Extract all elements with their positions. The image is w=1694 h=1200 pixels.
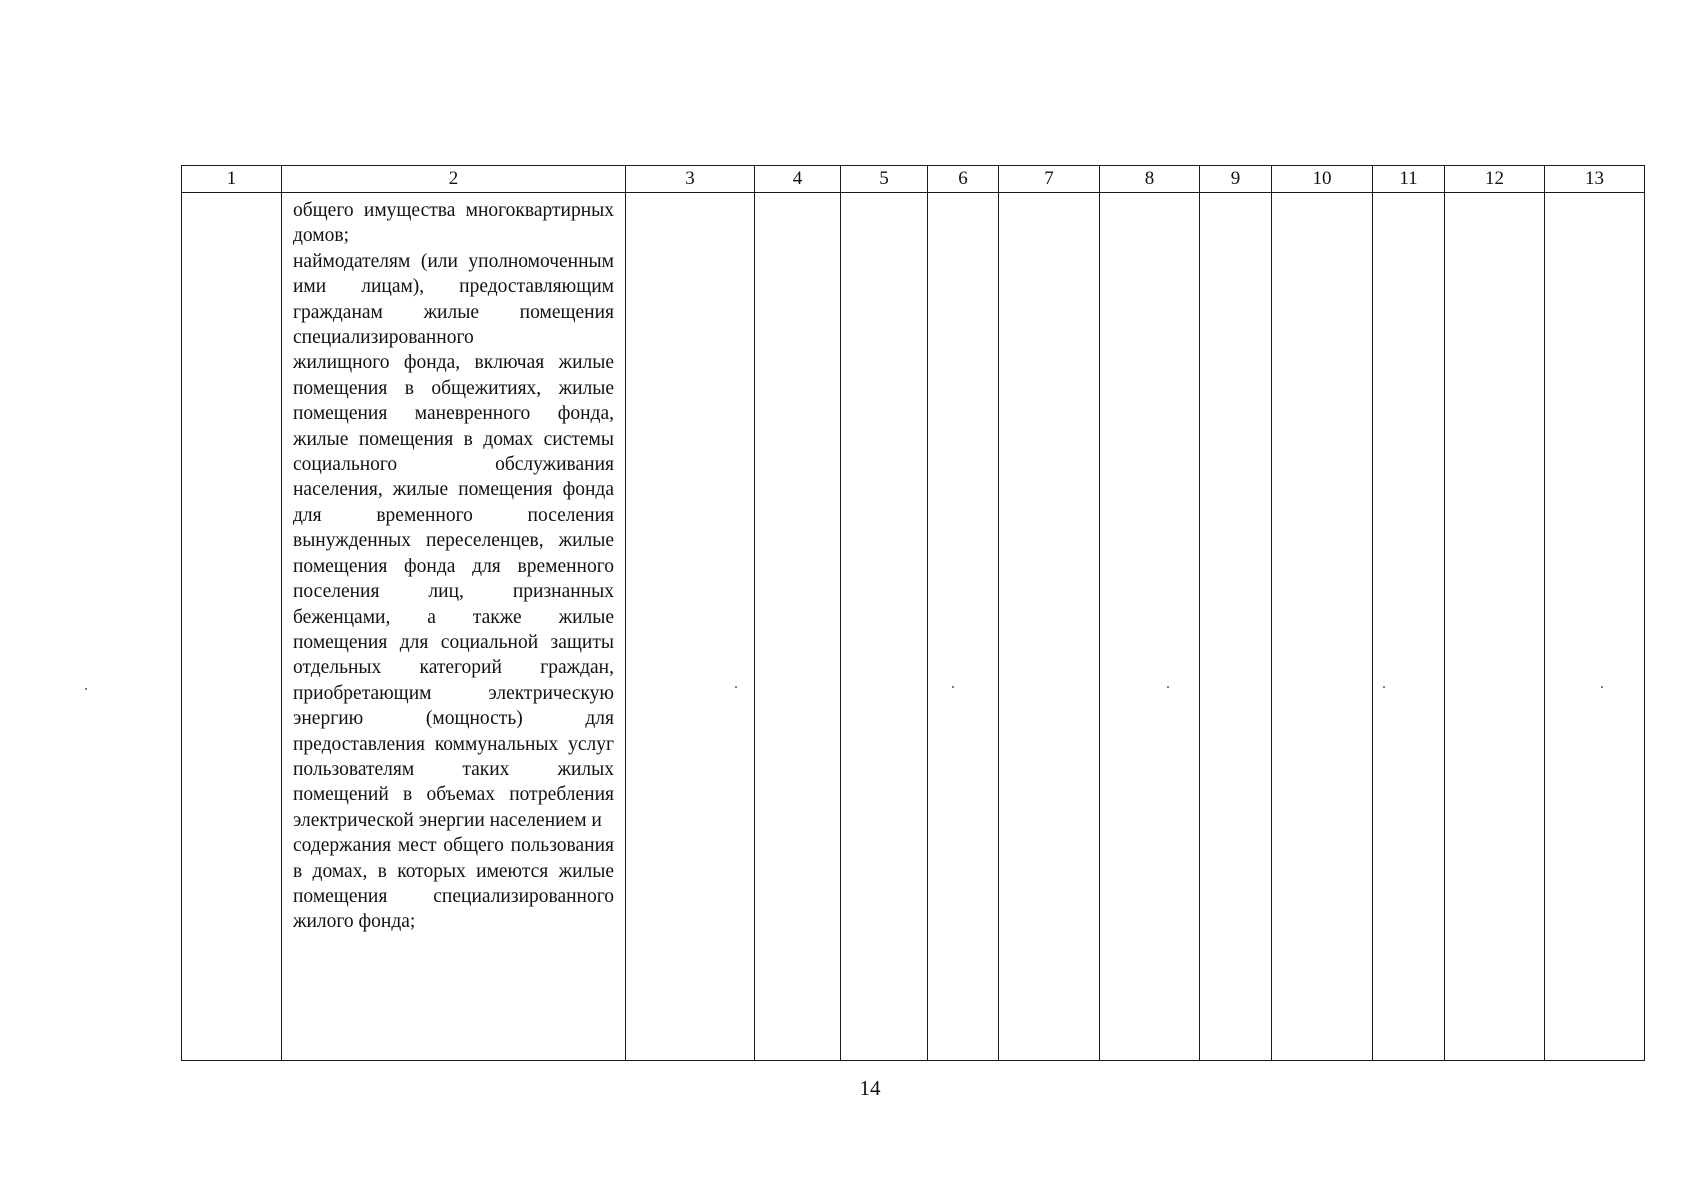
scan-speck <box>735 686 737 688</box>
column-header-12: 12 <box>1445 166 1545 193</box>
column-header-5: 5 <box>841 166 928 193</box>
scan-speck <box>1167 686 1169 688</box>
scan-speck <box>1601 686 1603 688</box>
column-header-11: 11 <box>1373 166 1445 193</box>
column-header-4: 4 <box>755 166 841 193</box>
table-cell-col7 <box>999 193 1100 1061</box>
table-cell-col5 <box>841 193 928 1061</box>
column-header-10: 10 <box>1272 166 1373 193</box>
column-header-7: 7 <box>999 166 1100 193</box>
scan-speck <box>85 688 87 690</box>
table-cell-col11 <box>1373 193 1445 1061</box>
column-header-8: 8 <box>1100 166 1200 193</box>
page-number: 14 <box>859 1076 881 1100</box>
table-cell-col8 <box>1100 193 1200 1061</box>
table-row <box>182 193 1645 1061</box>
scan-speck <box>952 686 954 688</box>
column-header-9: 9 <box>1200 166 1272 193</box>
table-cell-col6 <box>928 193 999 1061</box>
table-cell-col9 <box>1200 193 1272 1061</box>
header-row <box>182 166 1645 193</box>
table-cell-description <box>282 193 626 1061</box>
column-header-13: 13 <box>1545 166 1645 193</box>
column-header-3: 3 <box>626 166 755 193</box>
data-table <box>181 165 1645 1061</box>
column-header-1: 1 <box>182 166 282 193</box>
table-cell-col12 <box>1445 193 1545 1061</box>
table-cell-col1 <box>182 193 282 1061</box>
scan-speck <box>1383 686 1385 688</box>
table-cell-col4 <box>755 193 841 1061</box>
description-text: общего имущества многоквартирных домов; наймодателям (или уполномоченным ими лицам), предоставляющим гражданам жилые помещения специализированного жилищного фонда, включая жилые помещения в общежитиях, жилые помещения маневренного фонда, жилые помещения в домах системы социального обслуживания населения, жилые помещения фонда для временного поселения вынужденных переселенцев, жилые помещения фонда для временного поселения лиц, признанных беженцами, а также жилые помещения для социальной защиты отдельных категорий граждан, приобретающим электрическую энергию (мощность) для предоставления коммунальных услуг пользователям таких жилых помещений в объемах потребления электрической энергии населением и содержания мест общего пользования в домах, в которых имеются жилые помещения специализированного жилого фонда; <box>293 200 614 933</box>
column-header-6: 6 <box>928 166 999 193</box>
table-cell-col10 <box>1272 193 1373 1061</box>
table-cell-col13 <box>1545 193 1645 1061</box>
table-cell-col3 <box>626 193 755 1061</box>
column-header-2: 2 <box>282 166 626 193</box>
